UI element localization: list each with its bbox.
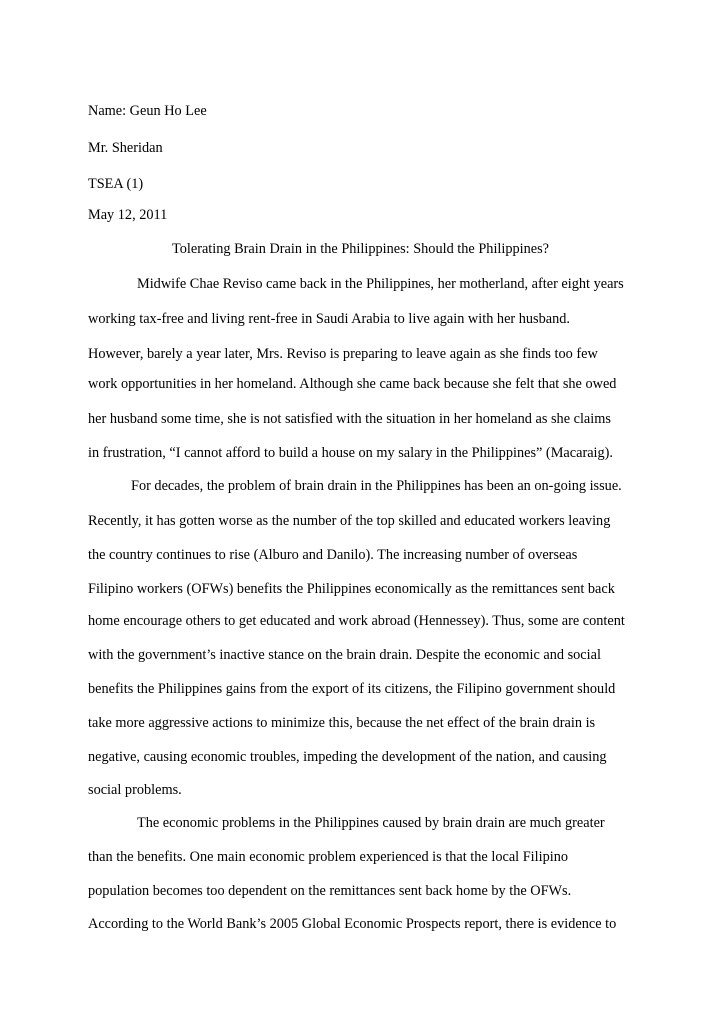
body-line: The economic problems in the Philippines caused by brain drain are much greater [137,815,605,831]
body-line: with the government’s inactive stance on the brain drain. Despite the economic and social [88,647,601,663]
body-line: the country continues to rise (Alburo and Danilo). The increasing number of overseas [88,547,578,563]
body-line: in frustration, “I cannot afford to build a house on my salary in the Philippines” (Macaraig). [88,445,614,461]
body-line: However, barely a year later, Mrs. Reviso is preparing to leave again as she finds too few [88,346,598,362]
essay-title: Tolerating Brain Drain in the Philippines: Should the Philippines? [172,241,550,257]
body-line: negative, causing economic troubles, impeding the development of the nation, and causing [88,749,607,765]
body-line: Midwife Chae Reviso came back in the Philippines, her motherland, after eight years [137,276,624,292]
essay-date: May 12, 2011 [88,207,168,223]
body-line: than the benefits. One main economic problem experienced is that the local Filipino [88,849,568,865]
body-line: population becomes too dependent on the remittances sent back home by the OFWs. [88,883,572,899]
body-line: take more aggressive actions to minimize this, because the net effect of the brain drain is [88,715,596,731]
body-line: benefits the Philippines gains from the export of its citizens, the Filipino government should [88,681,616,697]
body-line: Filipino workers (OFWs) benefits the Philippines economically as the remittances sent back [88,581,615,597]
body-line: her husband some time, she is not satisfied with the situation in her homeland as she claims [88,411,611,427]
body-line: According to the World Bank’s 2005 Global Economic Prospects report, there is evidence to [88,916,617,932]
body-line: For decades, the problem of brain drain in the Philippines has been an on-going issue. [131,478,622,494]
body-line: Recently, it has gotten worse as the number of the top skilled and educated workers leaving [88,513,611,529]
student-name: Name: Geun Ho Lee [88,103,207,119]
body-line: work opportunities in her homeland. Although she came back because she felt that she owed [88,376,617,392]
course-name: TSEA (1) [88,176,144,192]
body-line: social problems. [88,782,182,798]
body-line: home encourage others to get educated and work abroad (Hennessey). Thus, some are content [88,613,625,629]
body-line: working tax-free and living rent-free in Saudi Arabia to live again with her husband. [88,311,570,327]
teacher-name: Mr. Sheridan [88,140,163,156]
